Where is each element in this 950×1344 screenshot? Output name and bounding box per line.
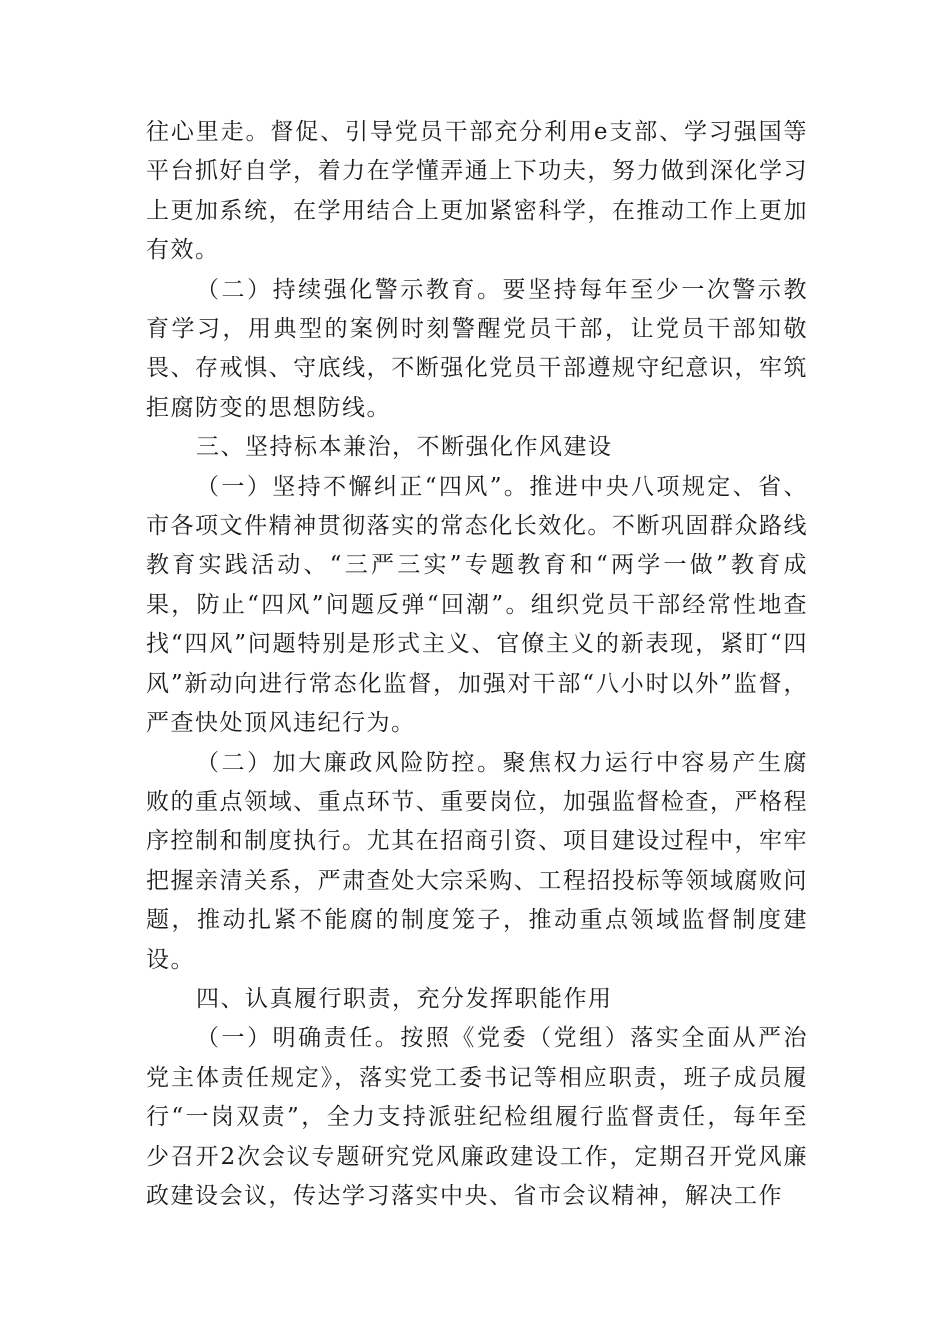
paragraph-continuation: 往心里走。督促、引导党员干部充分利用e支部、学习强国等平台抓好自学，着力在学懂弄通上下功夫，努力做到深化学习上更加系统，在学用结合上更加紧密科学，在推动工作上更加有效。	[146, 119, 808, 264]
document-body	[146, 113, 808, 1216]
section-heading-three: 三、坚持标本兼治，不断强化作风建设	[196, 434, 613, 461]
section-heading-four: 四、认真履行职责，充分发挥职能作用	[196, 985, 613, 1012]
paragraph-risk-control: （二）加大廉政风险防控。聚焦权力运行中容易产生腐败的重点领域、重点环节、重要岗位，加强监督检查，严格程序控制和制度执行。尤其在招商引资、项目建设过程中，牢牢把握亲清关系，严肃查处大宗采购、工程招投标等领域腐败问题，推动扎紧不能腐的制度笼子，推动重点领域监督制度建设。	[146, 749, 808, 973]
paragraph-four-winds: （一）坚持不懈纠正“四风”。推进中央八项规定、省、市各项文件精神贯彻落实的常态化长效化。不断巩固群众路线教育实践活动、“三严三实”专题教育和“两学一做”教育成果，防止“四风”问题反弹“回潮”。组织党员干部经常性地查找“四风”问题特别是形式主义、官僚主义的新表现，紧盯“四风”新动向进行常态化监督，加强对干部“八小时以外”监督，严查快处顶风违纪行为。	[146, 473, 808, 737]
paragraph-responsibility: （一）明确责任。按照《党委（党组）落实全面从严治党主体责任规定》，落实党工委书记等相应职责，班子成员履行“一岗双责”，全力支持派驻纪检组履行监督责任，每年至少召开2次会议专题研究党风廉政建设工作，定期召开党风廉政建设会议，传达学习落实中央、省市会议精神，解决工作	[146, 1025, 808, 1209]
paragraph-warning-education: （二）持续强化警示教育。要坚持每年至少一次警示教育学习，用典型的案例时刻警醒党员干部，让党员干部知敬畏、存戒惧、守底线，不断强化党员干部遵规守纪意识，牢筑拒腐防变的思想防线。	[146, 276, 808, 421]
